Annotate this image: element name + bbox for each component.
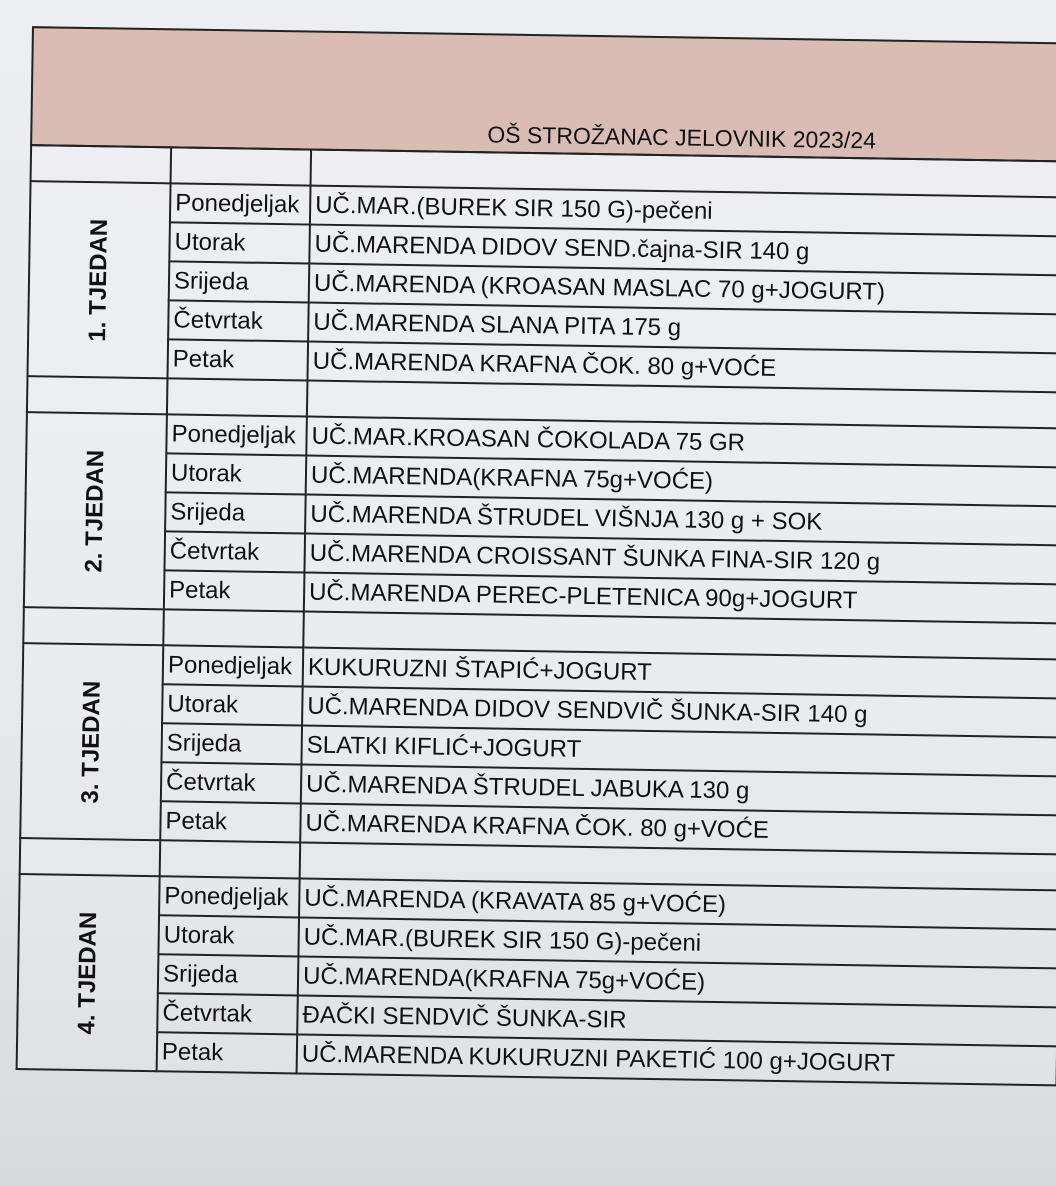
empty-cell: [167, 378, 308, 416]
empty-cell: [171, 147, 312, 185]
title-band: [30, 26, 1056, 162]
day-cell: Petak: [157, 1032, 298, 1073]
meal-cell: UČ.MARENDA KUKURUZNI PAKETIĆ 100 g+JOGURT: [297, 1034, 1056, 1085]
week-cell: [28, 181, 171, 378]
day-cell: Utorak: [162, 684, 303, 725]
meal-cell: UČ.MARENDA SLANA PITA 175 g: [308, 303, 1056, 354]
meal-cell: UČ.MAR.KROASAN ČOKOLADA 75 GR: [306, 417, 1056, 468]
meal-cell: UČ.MARENDA KRAFNA ČOK. 80 g+VOĆE: [307, 342, 1056, 393]
meal-cell: ĐAČKI SENDVIČ ŠUNKA-SIR: [297, 995, 1056, 1046]
empty-cell: [20, 838, 161, 876]
day-cell: Ponedjeljak: [159, 876, 300, 917]
day-cell: Četvrtak: [168, 300, 309, 341]
meal-cell: UČ.MAR.(BUREK SIR 150 G)-pečeni: [310, 186, 1056, 237]
day-cell: Srijeda: [169, 261, 310, 302]
meal-cell: UČ.MARENDA (KROASAN MASLAC 70 g+JOGURT): [309, 264, 1056, 315]
day-cell: Srijeda: [158, 954, 299, 995]
week-label: 1. TJEDAN: [84, 218, 113, 342]
meal-cell: UČ.MARENDA ŠTRUDEL JABUKA 130 g: [301, 764, 1056, 815]
menu-table: [16, 144, 1056, 1086]
day-cell: Petak: [160, 801, 301, 842]
day-cell: Četvrtak: [157, 993, 298, 1034]
day-cell: Ponedjeljak: [170, 183, 311, 224]
week-label: 3. TJEDAN: [76, 680, 106, 804]
meal-cell: UČ.MARENDA(KRAFNA 75g+VOĆE): [306, 456, 1056, 507]
empty-cell: [160, 840, 301, 878]
meal-cell: UČ.MARENDA (KRAVATA 85 g+VOĆE): [299, 878, 1056, 929]
day-cell: Četvrtak: [164, 531, 305, 572]
day-cell: Srijeda: [161, 723, 302, 764]
meal-cell: SLATKI KIFLIĆ+JOGURT: [301, 725, 1056, 776]
day-cell: Srijeda: [165, 492, 306, 533]
week-label: 4. TJEDAN: [73, 911, 103, 1035]
week-cell: [17, 874, 160, 1071]
empty-cell: [163, 609, 304, 647]
meal-cell: UČ.MARENDA PEREC-PLETENICA 90g+JOGURT: [304, 573, 1056, 624]
empty-cell: [27, 376, 168, 414]
meal-cell: UČ.MARENDA DIDOV SEND.čajna-SIR 140 g: [309, 225, 1056, 276]
meal-cell: UČ.MARENDA DIDOV SENDVIČ ŠUNKA-SIR 140 g: [302, 686, 1056, 737]
day-cell: Ponedjeljak: [163, 645, 304, 686]
week-cell: [20, 643, 163, 840]
day-cell: Ponedjeljak: [166, 414, 307, 455]
day-cell: Petak: [164, 570, 305, 611]
meal-cell: UČ.MAR.(BUREK SIR 150 G)-pečeni: [298, 917, 1056, 968]
meal-cell: UČ.MARENDA(KRAFNA 75g+VOĆE): [298, 956, 1056, 1007]
menu-sheet: [5, 26, 1056, 1152]
empty-cell: [31, 145, 172, 183]
meal-cell: UČ.MARENDA KRAFNA ČOK. 80 g+VOĆE: [300, 803, 1056, 854]
day-cell: Utorak: [166, 453, 307, 494]
day-cell: Četvrtak: [161, 762, 302, 803]
meal-cell: UČ.MARENDA ŠTRUDEL VIŠNJA 130 g + SOK: [305, 495, 1056, 546]
meal-cell: KUKURUZNI ŠTAPIĆ+JOGURT: [303, 647, 1056, 698]
meal-cell: UČ.MARENDA CROISSANT ŠUNKA FINA-SIR 120 g: [304, 534, 1056, 585]
page-title: OŠ STROŽANAC JELOVNIK 2023/24: [487, 121, 877, 154]
empty-cell: [23, 607, 164, 645]
day-cell: Utorak: [169, 222, 310, 263]
menu-table-body: [17, 145, 1056, 1085]
day-cell: Petak: [167, 339, 308, 380]
day-cell: Utorak: [158, 915, 299, 956]
week-label: 2. TJEDAN: [80, 449, 110, 573]
week-cell: [24, 412, 167, 609]
